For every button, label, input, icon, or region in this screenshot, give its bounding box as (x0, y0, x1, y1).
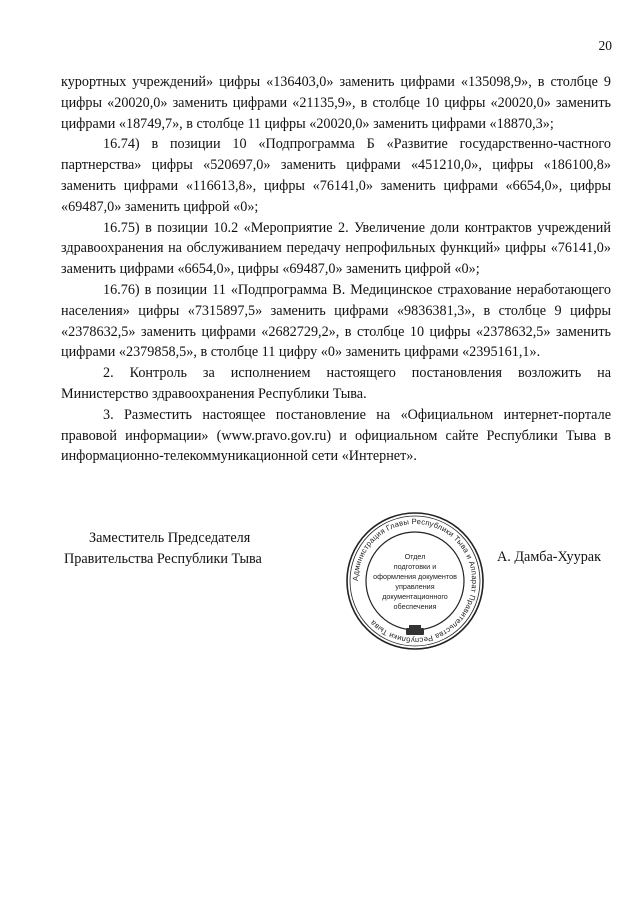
signatory-position-line1: Заместитель Председателя (89, 530, 251, 546)
stamp-outer-text: Администрация Главы Республики Тыва и Аппарат Правительства Республики Тыва (350, 516, 480, 646)
paragraph-16-75: 16.75) в позиции 10.2 «Мероприятие 2. Увеличение доли контрактов учреждений здравоохранения на обслуживанием передачу непрофильных функций» цифры «76141,0» заменить цифрами «6654,0», цифры «69487,0» заменить цифрой «0»; (61, 219, 611, 278)
document-body (61, 72, 611, 467)
stamp-inner-line1: Отдел (404, 552, 426, 561)
official-stamp (340, 506, 490, 656)
paragraph-3: 3. Разместить настоящее постановление на «Официальном интернет-портале правовой информации» (www.pravo.gov.ru) и официальном сайте Республики Тыва в информационно-телекоммуникационной сети «Интернет». (61, 406, 611, 465)
stamp-inner-line2: подготовки и (393, 562, 437, 571)
stamp-emblem-icon (406, 625, 424, 635)
stamp-inner-line6: обеспечения (393, 602, 437, 611)
stamp-inner-line4: управления (395, 582, 435, 591)
signatory-position-line2: Правительства Республики Тыва (64, 550, 262, 567)
paragraph-2: 2. Контроль за исполнением настоящего постановления возложить на Министерство здравоохранения Республики Тыва. (61, 365, 611, 402)
signatory-position (64, 528, 262, 570)
paragraph-continuation: курортных учреждений» цифры «136403,0» заменить цифрами «135098,9», в столбце 9 цифры «20020,0» заменить цифрами «21135,9», в столбце 10 цифры «20020,0» заменить цифрами «18749,7», в столбце 11 цифры «20020,0» заменить цифрами «18870,3»; (61, 74, 611, 132)
stamp-inner-line5: документационного (382, 592, 448, 601)
stamp-inner-line3: оформления документов (373, 572, 457, 581)
page-number: 20 (598, 38, 612, 53)
paragraph-16-76: 16.76) в позиции 11 «Подпрограмма В. Медицинское страхование неработающего населения» цифры «7315897,5» заменить цифрами «9836381,3», в столбце 9 цифры «2378632,5» заменить цифрами «2682729,2», в столбце 10 цифры «2378632,5» заменить цифрами «2379858,5», в столбце 11 цифру «0» заменить цифрами «2395161,1». (61, 281, 611, 361)
signature-block (0, 516, 640, 658)
paragraph-16-74: 16.74) в позиции 10 «Подпрограмма Б «Развитие государственно-частного партнерства» цифры «520697,0» заменить цифрами «451210,0», цифры «186100,8» заменить цифрами «116613,8», цифры «76141,0» заменить цифрами «6654,0», цифры «69487,0» заменить цифрой «0»; (61, 136, 611, 215)
signatory-name: А. Дамба-Хуурак (497, 549, 602, 565)
